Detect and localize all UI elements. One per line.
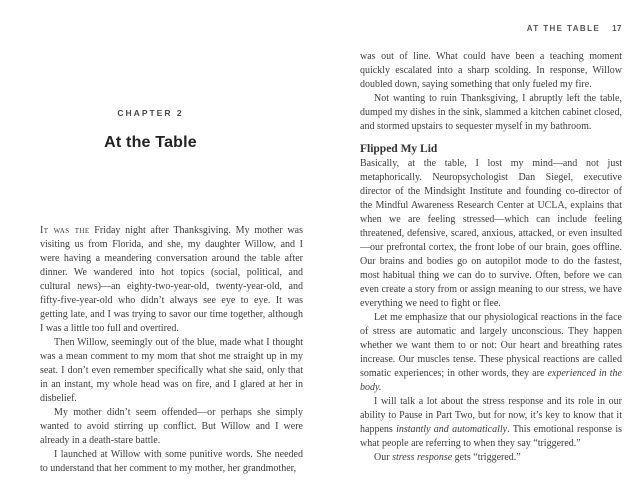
paragraph	[360, 395, 622, 451]
text-segment: I launched at Willow with some punitive words. She needed to understand that her comment to my mother, her grandmother,	[40, 449, 303, 474]
running-header-title: AT THE TABLE	[526, 24, 601, 33]
paragraph	[360, 50, 622, 92]
chapter-label: CHAPTER 2	[117, 108, 184, 118]
text-segment: experienced in the body.	[360, 368, 622, 393]
chapter-title: At the Table	[104, 134, 197, 151]
paragraph	[40, 448, 303, 476]
text-segment: My mother didn’t seem offended—or perhaps she simply wanted to avoid stirring up conflict. But Willow and I were already in a death-stare battle.	[40, 407, 303, 446]
text-segment: instantly and automatically	[396, 424, 508, 435]
text-segment: Then Willow, seemingly out of the blue, made what I thought was a mean comment to my mom that shot me straight up in my seat. I don’t even remember specifically what she said, only that in an instant, my whole head was on fire, and I glared at her in disbelief.	[40, 337, 303, 404]
paragraph	[40, 406, 303, 448]
paragraph	[40, 336, 303, 406]
text-segment: Basically, at the table, I lost my mind—and not just metaphorically. Neuropsychologist Dan Siegel, executive director of the Mindsight Institute and founding co-director of the Mindful Awareness Research Center at UCLA, explains that when we are feeling stressed—which can include feeling threatened, defensive, scared, anxious, attacked, or even insulted—our prefrontal cortex, the front lobe of our brain, goes offline. Our brains and bodies go on autopilot mode to do the fastest, most habitual thing we can do to survive. Often, before we can even create a story from or assign meaning to our stress, we have everything we need to fight or flee.	[360, 158, 622, 309]
left-page-body	[40, 224, 303, 476]
paragraph	[360, 157, 622, 311]
text-segment: Our	[374, 452, 393, 463]
page-number: 17	[612, 24, 622, 33]
text-segment: I will talk a lot about the stress response and its role in our ability to Pause in Part Two, but for now, it’s key to know that it happens	[360, 396, 622, 435]
text-segment: Let me emphasize that our physiological reactions in the face of stress are automatic and largely unconscious. They happen whether we want them to or not: Our heart and breathing rates increase. Our muscles tense. These physical reactions are called somatic experiences; in other words, they are	[360, 312, 622, 379]
chapter-heading-block	[40, 108, 303, 152]
right-page-body-bottom	[360, 157, 622, 465]
right-page-body-top	[360, 50, 622, 134]
text-segment: Friday night after Thanksgiving. My mother was visiting us from Florida, and she, my daughter Willow, and I were having a meandering conversation around the table after dinner. We wandered into hot topics (social, political, and cultural news)—an eighty-two-year-old, twenty-year-old, and fifty-five-year-old who didn’t always see eye to eye. It was getting late, and I was trying to savor our time together, although I was a little too full and overtired.	[40, 225, 303, 334]
left-page	[40, 0, 303, 480]
text-segment: It was the	[40, 225, 90, 236]
paragraph	[40, 224, 303, 336]
text-segment: Not wanting to ruin Thanksgiving, I abruptly left the table, dumped my dishes in the sink, slammed a kitchen cabinet closed, and stormed upstairs to sequester myself in my bathroom.	[360, 93, 622, 132]
paragraph	[360, 92, 622, 134]
paragraph	[360, 311, 622, 395]
paragraph	[360, 451, 622, 465]
text-segment: . This emotional response is what people are referring to when they say “triggered.”	[360, 424, 622, 449]
right-page	[360, 0, 622, 480]
section-heading: Flipped My Lid	[360, 143, 438, 155]
running-header	[360, 24, 622, 33]
text-segment: stress response	[392, 452, 453, 463]
text-segment: was out of line. What could have been a teaching moment quickly escalated into a sharp scolding. In response, Willow doubled down, saying something that only fueled my fire.	[360, 51, 622, 90]
text-segment: gets “triggered.”	[452, 452, 521, 463]
